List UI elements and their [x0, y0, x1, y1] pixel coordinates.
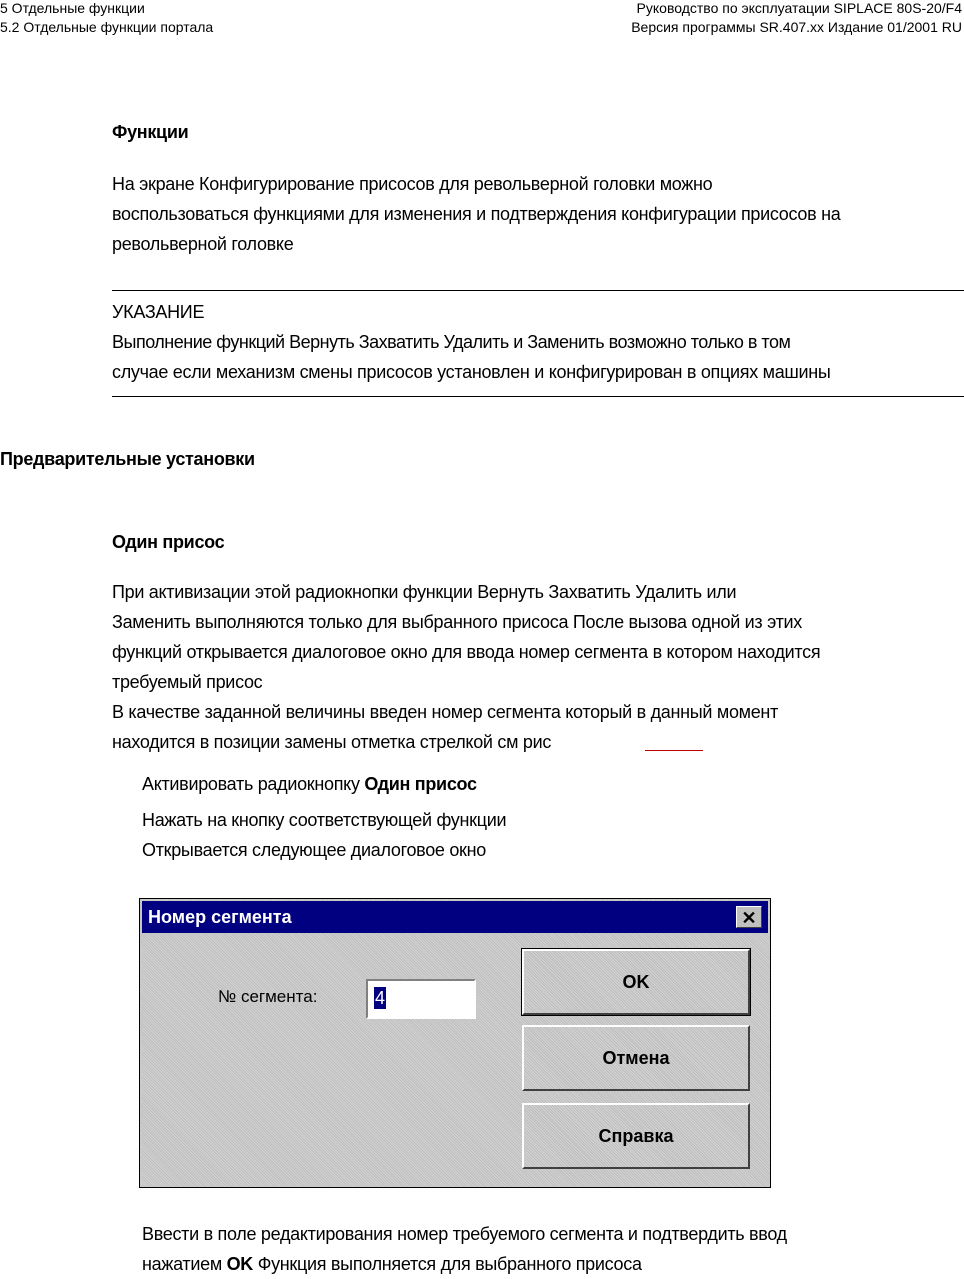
single-text-line: При активизации этой радиокнопки функции Вернуть Захватить Удалить или [112, 582, 737, 602]
dialog-title-bar [142, 901, 768, 933]
dialog-title: Номер сегмента [148, 907, 292, 927]
ok-button[interactable]: OK [522, 949, 750, 1015]
confirm-instruction-line: Ввести в поле редактирования номер требуемого сегмента и подтвердить ввод [142, 1224, 787, 1244]
note-top-rule [112, 290, 964, 291]
ok-reference: OK [226, 1254, 253, 1274]
step-dialog-opens: Открывается следующее диалоговое окно [142, 840, 486, 860]
note-text-line: Выполнение функций Вернуть Захватить Удалить и Заменить возможно только в том [112, 332, 791, 352]
segment-number-label: № сегмента: [218, 987, 318, 1006]
close-icon[interactable]: ✕ [736, 906, 762, 928]
single-text-line: функций открывается диалоговое окно для ввода номер сегмента в котором находится [112, 642, 821, 662]
chapter-title: 5 Отдельные функции [0, 0, 145, 16]
functions-text-line: воспользоваться функциями для изменения и подтверждения конфигурации присосов на [112, 204, 841, 224]
segment-number-dialog [139, 898, 771, 1188]
help-button[interactable]: Справка [522, 1103, 750, 1169]
manual-title: Руководство по эксплуатации SIPLACE 80S-20/F4 [636, 0, 962, 16]
section-title: 5.2 Отдельные функции портала [0, 19, 214, 35]
single-text-line: требуемый присос [112, 672, 263, 692]
confirm-instruction-line: нажатием OK Функция выполняется для выбранного присоса [142, 1254, 642, 1274]
figure-reference-link[interactable] [645, 750, 703, 751]
single-text-line: В качестве заданной величины введен номер сегмента который в данный момент [112, 702, 779, 722]
segment-number-value: 4 [375, 988, 386, 1008]
note-bottom-rule [112, 396, 964, 397]
note-text-line: случае если механизм смены присосов установлен и конфигурирован в опциях машины [112, 362, 831, 382]
step-activate-option: Один присос [364, 774, 477, 794]
single-text-line: находится в позиции замены отметка стрелкой см рис [112, 732, 552, 752]
functions-text-line: револьверной головке [112, 234, 294, 254]
note-title: УКАЗАНИЕ [112, 302, 205, 322]
cancel-button[interactable]: Отмена [522, 1025, 750, 1091]
functions-text-line: На экране Конфигурирование присосов для револьверной головки можно [112, 174, 713, 194]
version-info: Версия программы SR.407.xx Издание 01/2001 RU [631, 19, 962, 35]
functions-heading: Функции [112, 122, 189, 142]
step-press-button: Нажать на кнопку соответствующей функции [142, 810, 507, 830]
step-activate: Активировать радиокнопку Один присос [142, 774, 477, 794]
single-nozzle-heading: Один присос [112, 532, 225, 552]
single-text-line: Заменить выполняются только для выбранного присоса После вызова одной из этих [112, 612, 802, 632]
presettings-heading: Предварительные установки [0, 449, 255, 469]
segment-number-input[interactable] [366, 979, 476, 1019]
